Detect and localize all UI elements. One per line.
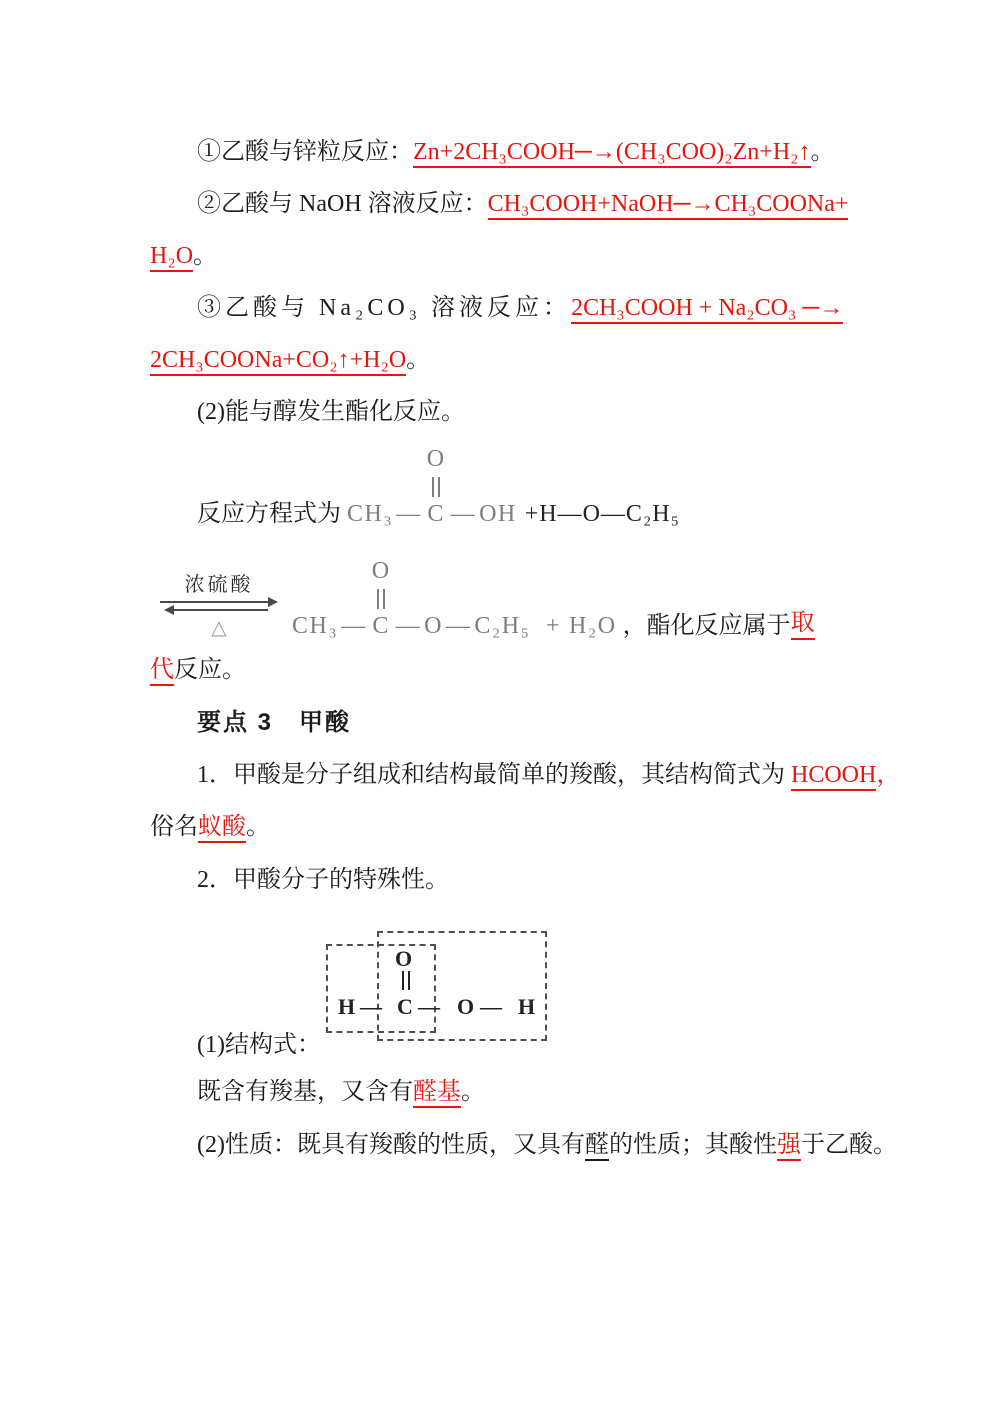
hydroxyl-group: OH xyxy=(479,501,517,527)
reaction-naoh-label: ②乙酸与 NaOH 溶液反应： xyxy=(197,191,488,217)
conclusion-red-char2: 代 xyxy=(150,657,174,686)
single-bond: — xyxy=(480,994,502,1019)
single-bond: — xyxy=(395,613,422,639)
double-bond xyxy=(402,971,410,990)
reaction-zinc-equation: Zn+2CH₃COOH─→(CH₃COO)₂Zn+H₂↑ xyxy=(413,139,811,168)
single-bond: — xyxy=(450,501,477,527)
point1-text: 1．甲酸是分子组成和结构最简单的羧酸，其结构简式为 xyxy=(197,762,791,788)
structure-caption xyxy=(197,1030,321,1060)
groups-text: 既含有羧基，又含有 xyxy=(197,1079,413,1105)
reaction-na2co3-equation-part1: 2CH₃COOH + Na₂CO₃ ─→ xyxy=(571,295,843,324)
formic-acid-point1 xyxy=(197,760,900,790)
reaction-na2co3-equation-part2: 2CH₃COONa+CO₂↑+H₂O xyxy=(150,347,406,376)
properties-sentence xyxy=(197,1130,897,1160)
heat-delta-icon: △ xyxy=(211,617,227,639)
single-bond: — xyxy=(418,994,440,1019)
section-heading-formic-acid xyxy=(197,708,351,738)
comma: ， xyxy=(876,762,901,788)
properties-text3: 于乙酸。 xyxy=(800,1132,897,1158)
hcooh-formula: HCOOH xyxy=(791,762,876,791)
section-heading-text: 要点 3 甲酸 xyxy=(197,709,352,736)
period: 。 xyxy=(461,1079,485,1105)
carbonyl-oxygen: O xyxy=(395,946,413,971)
carbon-atom: C xyxy=(397,994,413,1019)
double-bond xyxy=(432,477,440,497)
reaction-line-na2co3 xyxy=(197,293,843,323)
reaction-naoh-equation-part1: CH₃COOH+NaOH─→CH₃COONa+ xyxy=(488,191,849,220)
single-bond: — xyxy=(360,994,382,1019)
point2-text: 2．甲酸分子的特殊性。 xyxy=(197,867,449,893)
catalyst-label: 浓硫酸 xyxy=(184,574,254,596)
groups-sentence xyxy=(197,1077,485,1107)
structure-caption-text: (1)结构式： xyxy=(197,1032,321,1058)
carbonyl-stack xyxy=(372,558,391,640)
carbonyl-stack xyxy=(427,446,446,528)
formic-acid-point1-continued xyxy=(150,812,270,842)
formic-acid-structure xyxy=(320,925,560,1045)
reaction-line-naoh-continued xyxy=(150,241,217,271)
conclusion-continued xyxy=(150,655,246,685)
ester-oxygen: O xyxy=(424,613,443,639)
reaction-line-na2co3-continued xyxy=(150,345,430,375)
single-bond: — xyxy=(341,613,367,639)
aldehyde-term: 醛 xyxy=(585,1132,609,1161)
single-bond: — xyxy=(445,613,472,639)
alias-label: 俗名 xyxy=(150,814,198,840)
reaction-naoh-equation-part2: H₂O xyxy=(150,243,193,272)
equilibrium-condition-stack xyxy=(160,568,278,640)
stronger-term: 强 xyxy=(777,1132,801,1161)
conclusion-text: ，酯化反应属于 xyxy=(622,613,791,639)
reaction-line-zinc xyxy=(197,137,835,167)
period: 。 xyxy=(193,243,218,269)
carbon-atom: C xyxy=(427,501,445,527)
methyl-group: CH₃ xyxy=(347,501,394,527)
equilibrium-arrows-icon xyxy=(160,599,278,614)
hydrogen-atom-right: H xyxy=(518,994,536,1019)
reaction-line-naoh xyxy=(197,189,848,219)
period: 。 xyxy=(810,139,835,165)
single-bond: — xyxy=(396,501,422,527)
esterification-equation-reactants xyxy=(197,438,680,528)
carbon-atom: C xyxy=(372,613,390,639)
carbonyl-oxygen: O xyxy=(371,558,391,584)
period: 。 xyxy=(406,347,431,373)
carbonyl-oxygen: O xyxy=(426,446,446,472)
plus-ethanol: +H—O—C₂H₅ xyxy=(524,501,681,527)
properties-text2: 的性质；其酸性 xyxy=(608,1132,777,1158)
plus-sign: + xyxy=(545,613,562,639)
reaction-zinc-label: ①乙酸与锌粒反应： xyxy=(197,139,413,165)
acetic-acid-formula xyxy=(347,501,425,528)
aldehyde-group-term: 醛基 xyxy=(413,1079,461,1108)
period: 。 xyxy=(246,814,270,840)
alias-name: 蚁酸 xyxy=(198,814,246,843)
equation-label: 反应方程式为 xyxy=(197,501,341,527)
hydrogen-atom-left: H xyxy=(338,994,356,1019)
aldehyde-group-box xyxy=(326,944,436,1033)
hydroxyl-oxygen: O xyxy=(457,994,475,1019)
water-formula: H₂O xyxy=(569,613,617,639)
methyl-group: CH₃ xyxy=(292,613,339,639)
ethyl-group: C₂H₅ xyxy=(474,613,531,639)
conclusion-red-char: 取 xyxy=(791,602,815,640)
double-bond xyxy=(377,589,385,609)
reaction-na2co3-label: ③乙酸与 Na₂CO₃ 溶液反应： xyxy=(197,295,572,321)
esterification-intro-text: (2)能与醇发生酯化反应。 xyxy=(197,399,465,425)
esterification-equation-products xyxy=(160,548,815,640)
formic-acid-point2 xyxy=(197,865,449,895)
properties-text1: (2)性质：既具有羧酸的性质，又具有 xyxy=(197,1132,585,1158)
conclusion-text2: 反应。 xyxy=(174,657,246,683)
ester-formula xyxy=(292,613,370,640)
esterification-intro xyxy=(197,397,465,427)
